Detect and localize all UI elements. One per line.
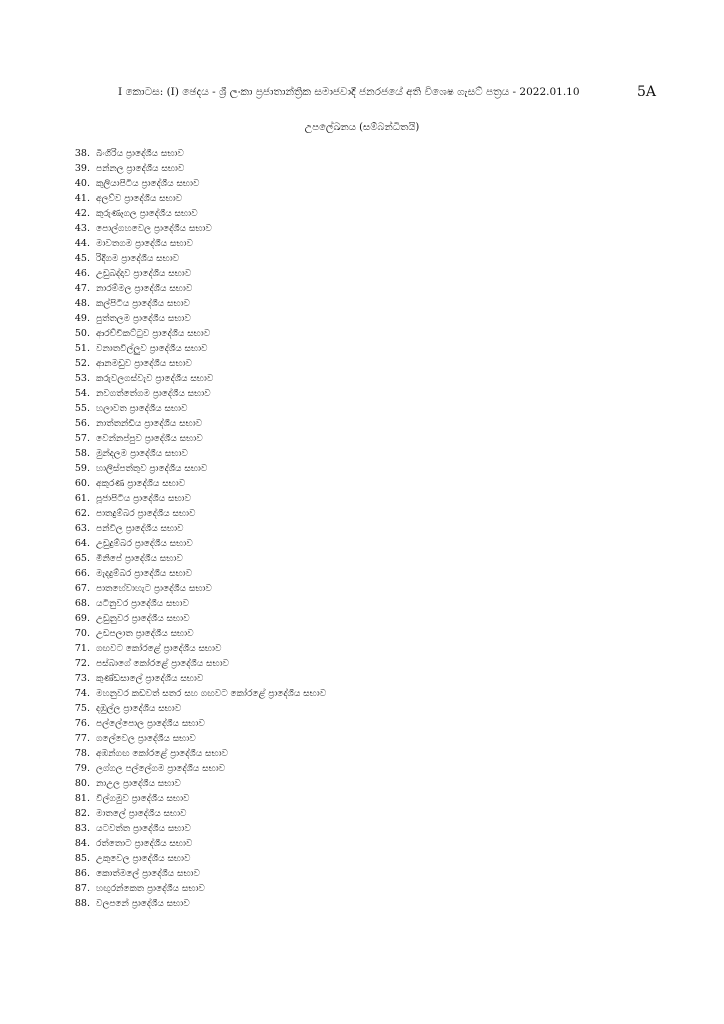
- list-item: [66, 401, 666, 416]
- list-item: [66, 161, 666, 176]
- item-name: යටවත්ත ප්‍රාදේශීය සභාව: [96, 824, 191, 834]
- list-item: [66, 896, 666, 911]
- list-item: [66, 866, 666, 881]
- list-item: [66, 821, 666, 836]
- list-item: [66, 236, 666, 251]
- item-name: උඩපලාත ප්‍රාදේශීය සභාව: [96, 629, 194, 639]
- page-number: 5A: [636, 84, 656, 100]
- item-number: 52.: [74, 358, 90, 369]
- item-number: 51.: [74, 343, 90, 354]
- item-number: 47.: [74, 283, 90, 294]
- item-number: 58.: [74, 448, 90, 459]
- list-item: [66, 416, 666, 431]
- list-item: [66, 521, 666, 536]
- item-name: බිංගිරිය ප්‍රාදේශීය සභාව: [96, 149, 184, 159]
- list-item: [66, 461, 666, 476]
- item-number: 79.: [74, 763, 90, 774]
- item-name: කුණ්ඩසාලේ ප්‍රාදේශීය සභාව: [96, 674, 204, 684]
- item-name: දඹුල්ල ප්‍රාදේශීය සභාව: [96, 704, 182, 714]
- item-number: 56.: [74, 418, 90, 429]
- item-number: 57.: [74, 433, 90, 444]
- item-name: මිනිපේ ප්‍රාදේශීය සභාව: [96, 554, 183, 564]
- item-name: අලව්ව ප්‍රාදේශීය සභාව: [96, 194, 183, 204]
- list-item: [66, 791, 666, 806]
- list-item: [66, 761, 666, 776]
- item-number: 72.: [74, 658, 90, 669]
- item-number: 88.: [74, 898, 90, 909]
- item-number: 75.: [74, 703, 90, 714]
- item-name: හාලිස්පත්තුව ප්‍රාදේශීය සභාව: [96, 464, 208, 474]
- item-number: 64.: [74, 538, 90, 549]
- list-item: [66, 641, 666, 656]
- item-name: යටිනුවර ප්‍රාදේශීය සභාව: [96, 599, 189, 609]
- list-item: [66, 371, 666, 386]
- list-item: [66, 251, 666, 266]
- item-number: 83.: [74, 823, 90, 834]
- item-number: 54.: [74, 388, 90, 399]
- item-number: 38.: [74, 148, 90, 159]
- list-item: [66, 356, 666, 371]
- item-name: නාරම්මල ප්‍රාදේශීය සභාව: [96, 284, 193, 294]
- item-number: 68.: [74, 598, 90, 609]
- item-number: 81.: [74, 793, 90, 804]
- item-number: 80.: [74, 778, 90, 789]
- item-name: පන්නල ප්‍රාදේශීය සභාව: [96, 164, 185, 174]
- item-name: මැදදුම්බර ප්‍රාදේශීය සභාව: [96, 569, 193, 579]
- list-item: [66, 266, 666, 281]
- item-number: 53.: [74, 373, 90, 384]
- item-name: ලග්ගල පල්ලේගම ප්‍රාදේශීය සභාව: [96, 764, 226, 774]
- list-item: [66, 806, 666, 821]
- list-item: [66, 596, 666, 611]
- item-name: පුත්තලම ප්‍රාදේශීය සභාව: [96, 314, 191, 324]
- item-number: 77.: [74, 733, 90, 744]
- item-name: පාතදුම්බර ප්‍රාදේශීය සභාව: [96, 509, 196, 519]
- item-number: 49.: [74, 313, 90, 324]
- item-number: 66.: [74, 568, 90, 579]
- list-item: [66, 431, 666, 446]
- item-number: 71.: [74, 643, 90, 654]
- item-number: 86.: [74, 868, 90, 879]
- item-name: ආරච්චිකට්ටුව ප්‍රාදේශීය සභාව: [96, 329, 211, 339]
- item-number: 73.: [74, 673, 90, 684]
- list-item: [66, 386, 666, 401]
- item-name: වනාතවිල්ලුව ප්‍රාදේශීය සභාව: [96, 344, 208, 354]
- item-number: 65.: [74, 553, 90, 564]
- list-item: [66, 506, 666, 521]
- item-name: පල්ලේපොල ප්‍රාදේශීය සභාව: [96, 719, 205, 729]
- list-item: [66, 851, 666, 866]
- gazette-header-title: I කොටස: (I) ඡෙදය - ශ්‍රී ලංකා ප්‍රජාතාන්ත්‍රික සමාජවාදී ජනරජයේ අති විශෙෂ ගැසට් පත්‍රය - 2022.01.10: [118, 86, 580, 98]
- item-name: පස්බාගේ කෝරළේ ප්‍රාදේශීය සභාව: [96, 659, 230, 669]
- item-number: 62.: [74, 508, 90, 519]
- item-number: 42.: [74, 208, 90, 219]
- item-number: 59.: [74, 463, 90, 474]
- item-number: 74.: [74, 688, 90, 699]
- item-name: මාවතගම ප්‍රාදේශීය සභාව: [96, 239, 193, 249]
- list-item: [66, 671, 666, 686]
- list-item: [66, 536, 666, 551]
- item-name: කල්පිටිය ප්‍රාදේශීය සභාව: [96, 299, 191, 309]
- list-item: [66, 206, 666, 221]
- item-number: 39.: [74, 163, 90, 174]
- list-item: [66, 296, 666, 311]
- list-item: [66, 566, 666, 581]
- item-name: අකුරණ ප්‍රාදේශීය සභාව: [96, 479, 186, 489]
- list-item: [66, 686, 666, 701]
- item-name: කොත්මලේ ප්‍රාදේශීය සභාව: [96, 869, 200, 879]
- item-number: 45.: [74, 253, 90, 264]
- list-item: [66, 581, 666, 596]
- item-name: කුලියාපිටිය ප්‍රාදේශීය සභාව: [96, 179, 200, 189]
- schedule-title: උපලේඛනය (සම්බන්ධිතයි): [304, 122, 420, 133]
- item-name: අඹන්ගඟ කෝරළේ ප්‍රාදේශීය සභාව: [96, 749, 229, 759]
- item-name: හලාවත ප්‍රාදේශීය සභාව: [96, 404, 188, 414]
- list-item: [66, 701, 666, 716]
- list-item: [66, 311, 666, 326]
- item-name: උඩුබද්දාව ප්‍රාදේශීය සභාව: [96, 269, 192, 279]
- list-item: [66, 836, 666, 851]
- item-name: ගඟවට කෝරළේ ප්‍රාදේශීය සභාව: [96, 644, 222, 654]
- item-name: මහනුවර කඩවත් සතර සහ ගඟවට කෝරළේ ප්‍රාදේශීය සභාව: [96, 689, 327, 699]
- list-item: [66, 446, 666, 461]
- list-item: [66, 281, 666, 296]
- item-number: 40.: [74, 178, 90, 189]
- item-name: කුරුණෑගල ප්‍රාදේශීය සභාව: [96, 209, 198, 219]
- list-item: [66, 746, 666, 761]
- item-number: 44.: [74, 238, 90, 249]
- list-item: [66, 326, 666, 341]
- item-name: වලපනේ ප්‍රාදේශීය සභාව: [96, 899, 190, 909]
- item-name: පූජාපිටිය ප්‍රාදේශීය සභාව: [96, 494, 191, 504]
- list-item: [66, 176, 666, 191]
- list-item: [66, 716, 666, 731]
- item-name: නාත්තන්ඩිය ප්‍රාදේශීය සභාව: [96, 419, 203, 429]
- list-item: [66, 626, 666, 641]
- item-number: 63.: [74, 523, 90, 534]
- item-name: ආනමඩුව ප්‍රාදේශීය සභාව: [96, 359, 193, 369]
- item-name: නාඋල ප්‍රාදේශීය සභාව: [96, 779, 181, 789]
- item-name: පන්විල ප්‍රාදේශීය සභාව: [96, 524, 184, 534]
- item-name: රත්තොට ප්‍රාදේශීය සභාව: [96, 839, 193, 849]
- item-number: 41.: [74, 193, 90, 204]
- list-item: [66, 191, 666, 206]
- item-number: 76.: [74, 718, 90, 729]
- item-number: 46.: [74, 268, 90, 279]
- item-name: පාතහේවාහැට ප්‍රාදේශීය සභාව: [96, 584, 212, 594]
- list-item: [66, 881, 666, 896]
- item-name: උකුවෙල ප්‍රාදේශීය සභාව: [96, 854, 191, 864]
- list-item: [66, 731, 666, 746]
- item-number: 84.: [74, 838, 90, 849]
- item-number: 70.: [74, 628, 90, 639]
- list-item: [66, 221, 666, 236]
- item-name: මාතලේ ප්‍රාදේශීය සභාව: [96, 809, 187, 819]
- item-name: නවගත්තේගම ප්‍රාදේශීය සභාව: [96, 389, 211, 399]
- item-name: කරුවලගස්වැව ප්‍රාදේශීය සභාව: [96, 374, 214, 384]
- item-number: 43.: [74, 223, 90, 234]
- item-number: 48.: [74, 298, 90, 309]
- item-number: 87.: [74, 883, 90, 894]
- list-item: [66, 491, 666, 506]
- item-name: මුන්දලම ප්‍රාදේශීය සභාව: [96, 449, 188, 459]
- item-name: විල්ගමුව ප්‍රාදේශීය සභාව: [96, 794, 190, 804]
- list-item: [66, 551, 666, 566]
- item-name: පොල්ගහවෙල ප්‍රාදේශීය සභාව: [96, 224, 212, 234]
- item-name: උඩුනුවර ප්‍රාදේශීය සභාව: [96, 614, 190, 624]
- pradeshiya-sabha-list: [66, 146, 666, 911]
- page-header: [0, 84, 724, 106]
- item-name: ගලේවෙල ප්‍රාදේශීය සභාව: [96, 734, 196, 744]
- item-number: 67.: [74, 583, 90, 594]
- item-number: 61.: [74, 493, 90, 504]
- item-name: උඩුදුම්බර ප්‍රාදේශීය සභාව: [96, 539, 193, 549]
- list-item: [66, 776, 666, 791]
- list-item: [66, 656, 666, 671]
- list-item: [66, 611, 666, 626]
- item-name: වෙන්නප්පුව ප්‍රාදේශීය සභාව: [96, 434, 203, 444]
- item-number: 82.: [74, 808, 90, 819]
- item-number: 85.: [74, 853, 90, 864]
- item-number: 50.: [74, 328, 90, 339]
- item-number: 69.: [74, 613, 90, 624]
- item-name: හඟුරන්කෙත ප්‍රාදේශීය සභාව: [96, 884, 205, 894]
- item-number: 60.: [74, 478, 90, 489]
- item-number: 55.: [74, 403, 90, 414]
- item-name: රිදීගම ප්‍රාදේශීය සභාව: [96, 254, 180, 264]
- list-item: [66, 146, 666, 161]
- list-item: [66, 341, 666, 356]
- list-item: [66, 476, 666, 491]
- item-number: 78.: [74, 748, 90, 759]
